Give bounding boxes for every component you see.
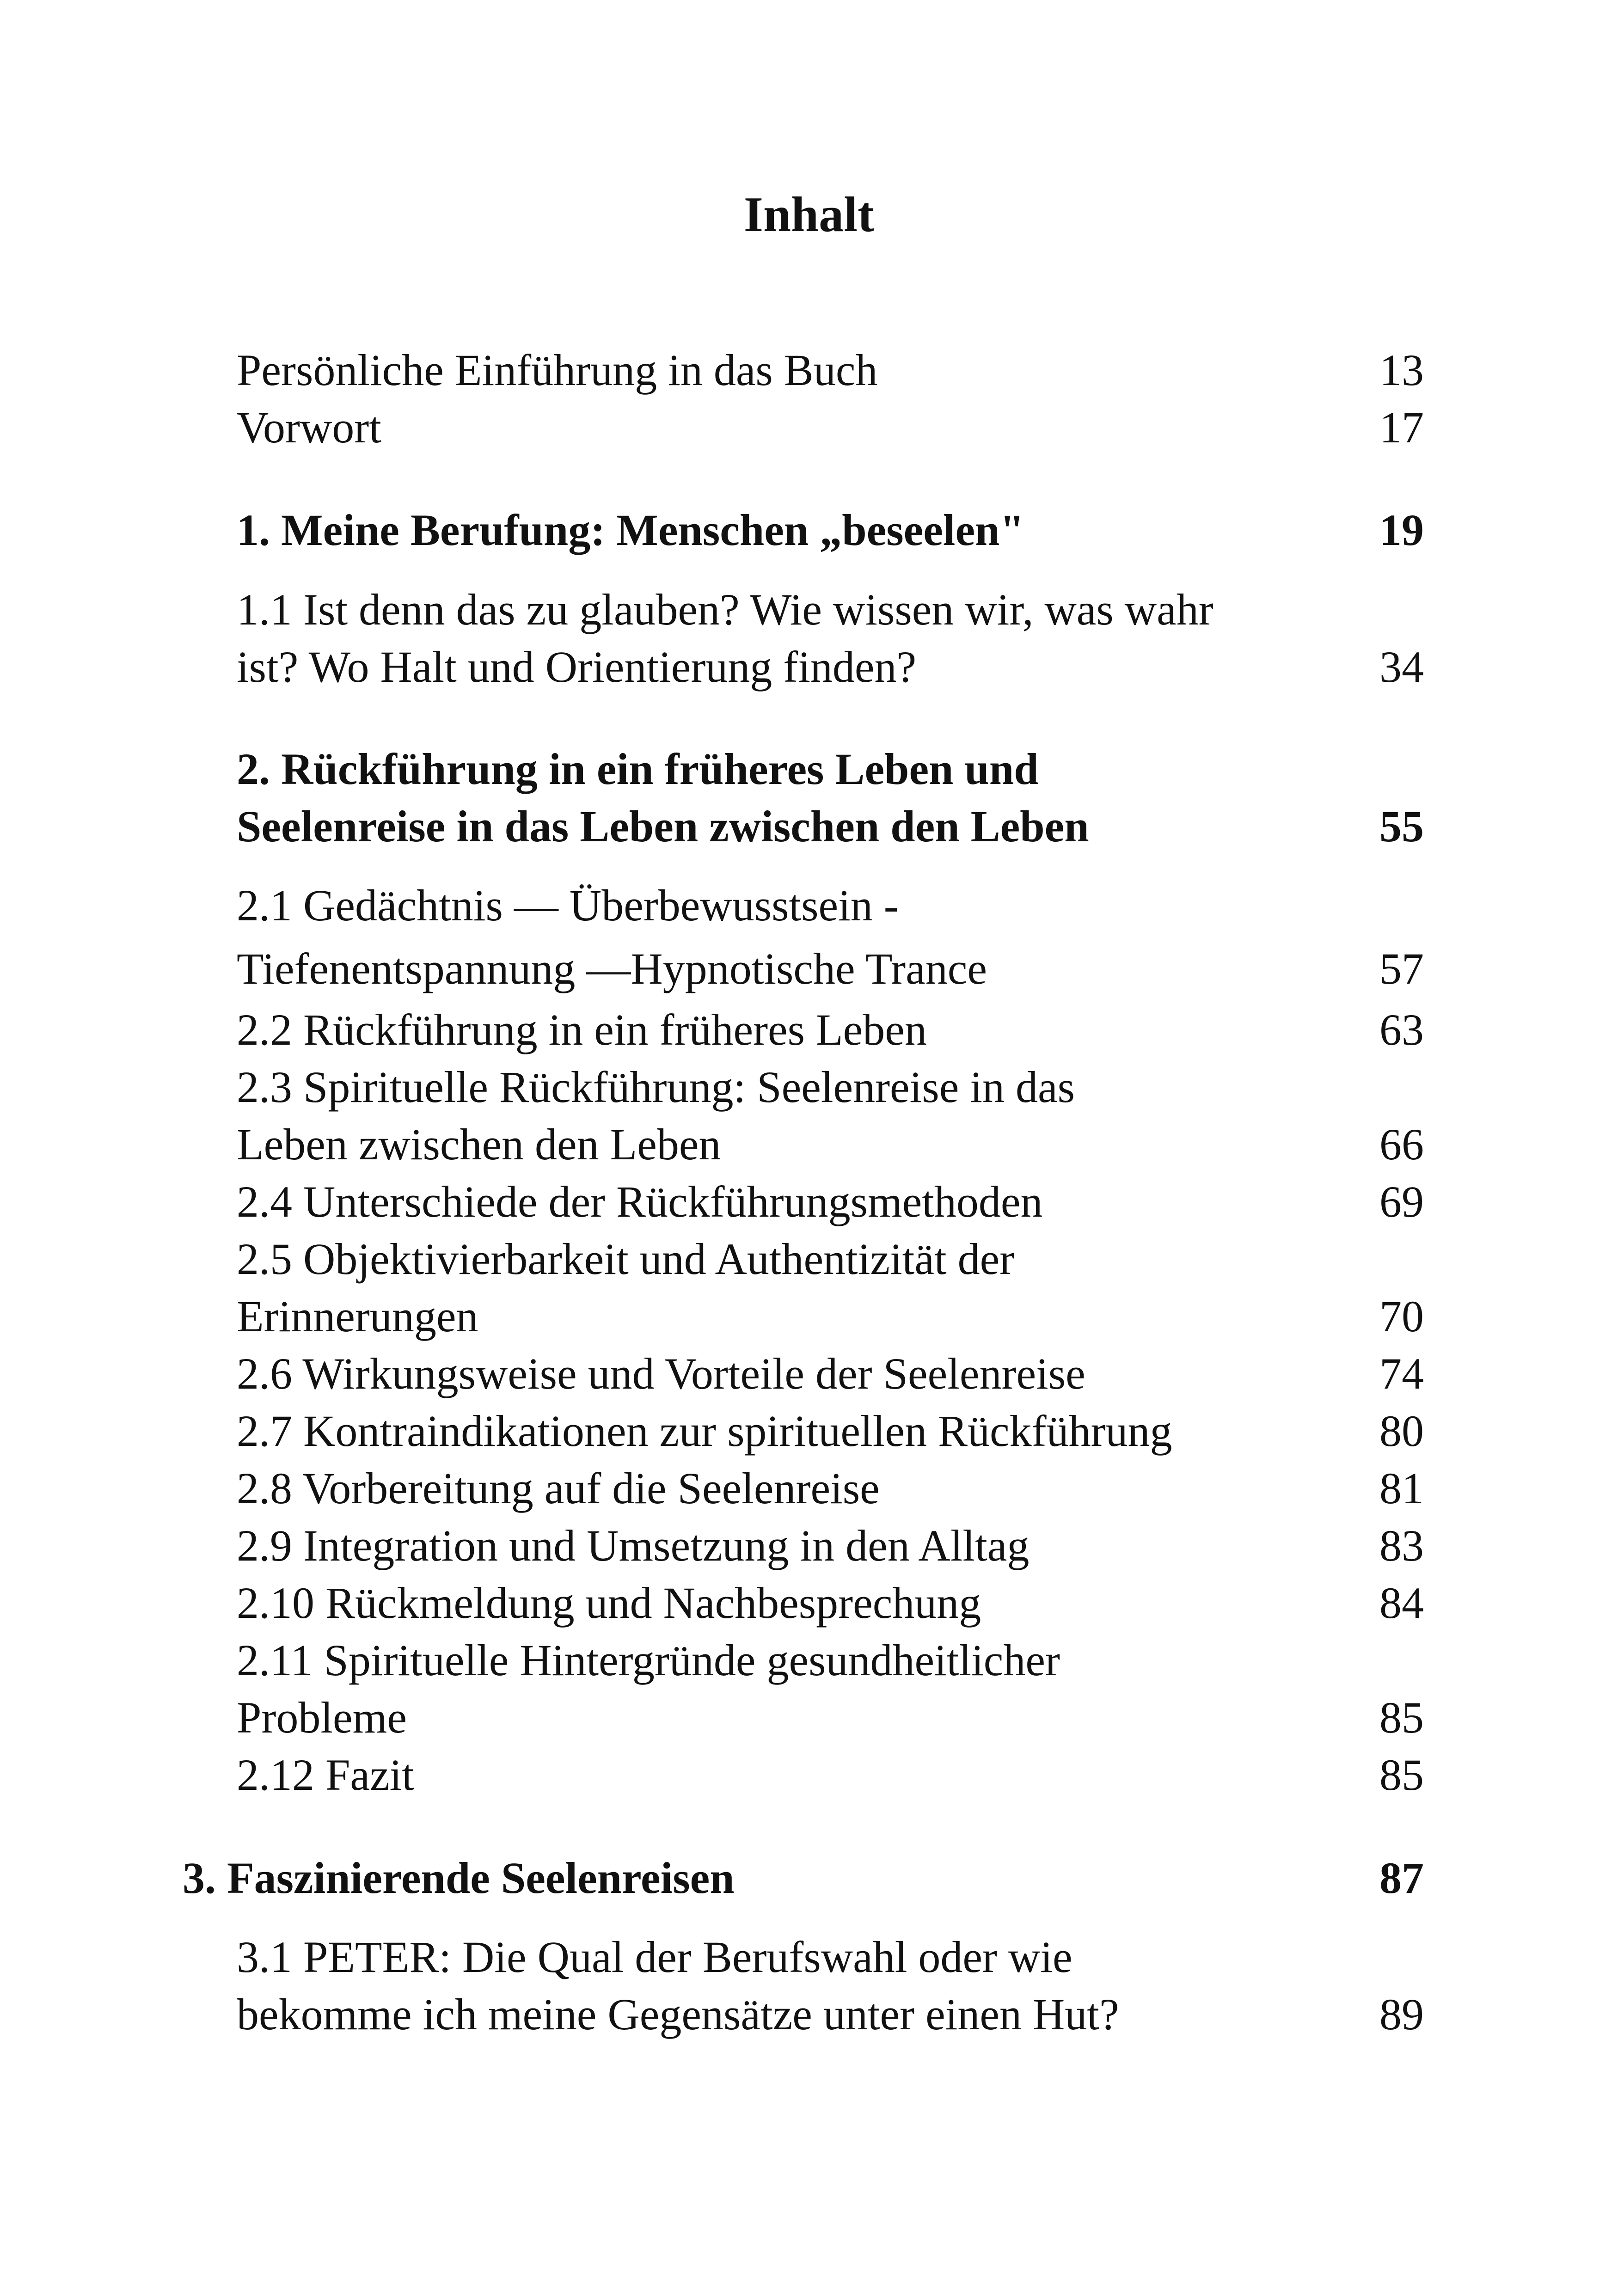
toc-section-2-5 (237, 1231, 1424, 1345)
toc-line (237, 502, 1424, 559)
toc-entry-text: 2.3 Spirituelle Rückführung: Seelenreise in das (237, 1062, 1075, 1112)
toc-page-number: 19 (1379, 505, 1424, 555)
toc-chapter-1 (237, 502, 1424, 559)
toc-entry-text: 1. Meine Berufung: Menschen „beseelen" (237, 505, 1024, 555)
toc-entry-text: Erinnerungen (237, 1292, 478, 1341)
toc-page-number: 89 (1379, 1990, 1424, 2039)
toc-entry-text: 2.4 Unterschiede der Rückführungsmethoden (237, 1177, 1043, 1226)
toc-entry-text: 2.11 Spirituelle Hintergründe gesundheitlicher (237, 1635, 1060, 1685)
toc-section-2-9 (237, 1517, 1424, 1574)
toc-entry-text: 2.7 Kontraindikationen zur spirituellen Rückführung (237, 1406, 1172, 1456)
toc-line (237, 638, 1424, 696)
toc-line (237, 1689, 1424, 1746)
toc-line (237, 399, 1424, 456)
toc-line (237, 1173, 1424, 1231)
toc-line (237, 1460, 1424, 1517)
toc-chapter-3 (183, 1849, 1424, 1907)
toc-section-2-6 (237, 1345, 1424, 1402)
toc-section-2-10 (237, 1574, 1424, 1632)
toc-entry-text: 1.1 Ist denn das zu glauben? Wie wissen wir, was wahr (237, 585, 1214, 634)
toc-line (237, 1746, 1424, 1804)
toc-section-2-2 (237, 1001, 1424, 1059)
toc-page-number: 80 (1379, 1406, 1424, 1456)
toc-line (237, 1001, 1424, 1059)
toc-page-number: 87 (1379, 1853, 1424, 1903)
toc-entry-text: Leben zwischen den Leben (237, 1120, 721, 1169)
toc-entry-text: Seelenreise in das Leben zwischen den Leben (237, 802, 1089, 851)
toc-line (183, 1849, 1424, 1907)
toc-entry-text: 2.12 Fazit (237, 1750, 414, 1800)
toc-entry-text: 3. Faszinierende Seelenreisen (183, 1853, 735, 1903)
toc-page-number: 34 (1379, 642, 1424, 692)
toc-page-number: 66 (1379, 1120, 1424, 1169)
toc-entry-text: 2.1 Gedächtnis — Überbewusstsein - (237, 881, 899, 930)
toc-page-number: 70 (1379, 1292, 1424, 1341)
toc-line (237, 1345, 1424, 1402)
toc-page-number: 85 (1379, 1693, 1424, 1742)
toc-section-2-3 (237, 1059, 1424, 1173)
toc-section-2-11 (237, 1632, 1424, 1746)
toc-line (237, 1929, 1424, 1986)
toc-entry-text: 2.9 Integration und Umsetzung in den Alltag (237, 1521, 1030, 1570)
toc-entry-text: 2.6 Wirkungsweise und Vorteile der Seelenreise (237, 1349, 1085, 1398)
toc-entry-text: Tiefenentspannung —Hypnotische Trance (237, 944, 987, 993)
toc-section-2-4 (237, 1173, 1424, 1231)
toc-line (237, 937, 1424, 1000)
toc-entry-foreword (237, 399, 1424, 456)
toc-section-2-1 (237, 874, 1424, 1000)
toc-section-1-1 (237, 581, 1424, 696)
toc-page-number: 69 (1379, 1177, 1424, 1226)
toc-entry-text: 2. Rückführung in ein früheres Leben und (237, 744, 1039, 794)
toc-page-number: 84 (1379, 1578, 1424, 1628)
toc-entry-text: 3.1 PETER: Die Qual der Berufswahl oder wie (237, 1932, 1073, 1982)
toc-section-2-12 (237, 1746, 1424, 1804)
toc-page-number: 63 (1379, 1005, 1424, 1054)
toc-line (237, 1632, 1424, 1689)
toc-section-3-1 (237, 1929, 1424, 2043)
toc-section-2-8 (237, 1460, 1424, 1517)
toc-page-number: 17 (1379, 403, 1424, 452)
toc-page-number: 81 (1379, 1463, 1424, 1513)
toc-section-2-7 (237, 1402, 1424, 1460)
toc-page-number: 74 (1379, 1349, 1424, 1398)
toc-entry-text: bekomme ich meine Gegensätze unter einen Hut? (237, 1990, 1119, 2039)
toc-page-number: 55 (1379, 802, 1424, 851)
toc-entry-text: Persönliche Einführung in das Buch (237, 345, 878, 395)
toc-entry-introduction (237, 342, 1424, 399)
toc-line (237, 342, 1424, 399)
toc-line (237, 1574, 1424, 1632)
toc-entry-text: Probleme (237, 1693, 407, 1742)
toc-chapter-2 (237, 741, 1424, 855)
toc-line (237, 1231, 1424, 1288)
toc-page-number: 85 (1379, 1750, 1424, 1800)
toc-page-number: 13 (1379, 345, 1424, 395)
toc-entry-text: 2.10 Rückmeldung und Nachbesprechung (237, 1578, 981, 1628)
toc-line (237, 741, 1424, 798)
toc-page-number: 83 (1379, 1521, 1424, 1570)
toc-line (237, 581, 1424, 638)
toc-line (237, 1986, 1424, 2043)
toc-entry-text: Vorwort (237, 403, 381, 452)
toc-entry-text: ist? Wo Halt und Orientierung finden? (237, 642, 917, 692)
toc-entry-text: 2.5 Objektivierbarkeit und Authentizität der (237, 1234, 1015, 1284)
toc-page-number: 57 (1379, 944, 1424, 993)
toc-line (237, 1517, 1424, 1574)
toc-line (237, 1288, 1424, 1345)
toc-line (237, 1059, 1424, 1116)
toc-entry-text: 2.8 Vorbereitung auf die Seelenreise (237, 1463, 880, 1513)
toc-line (237, 798, 1424, 855)
toc-entry-text: 2.2 Rückführung in ein früheres Leben (237, 1005, 927, 1054)
toc-line (237, 1116, 1424, 1173)
page-title: Inhalt (743, 187, 875, 242)
toc-line (237, 1402, 1424, 1460)
toc-line (237, 874, 1424, 937)
